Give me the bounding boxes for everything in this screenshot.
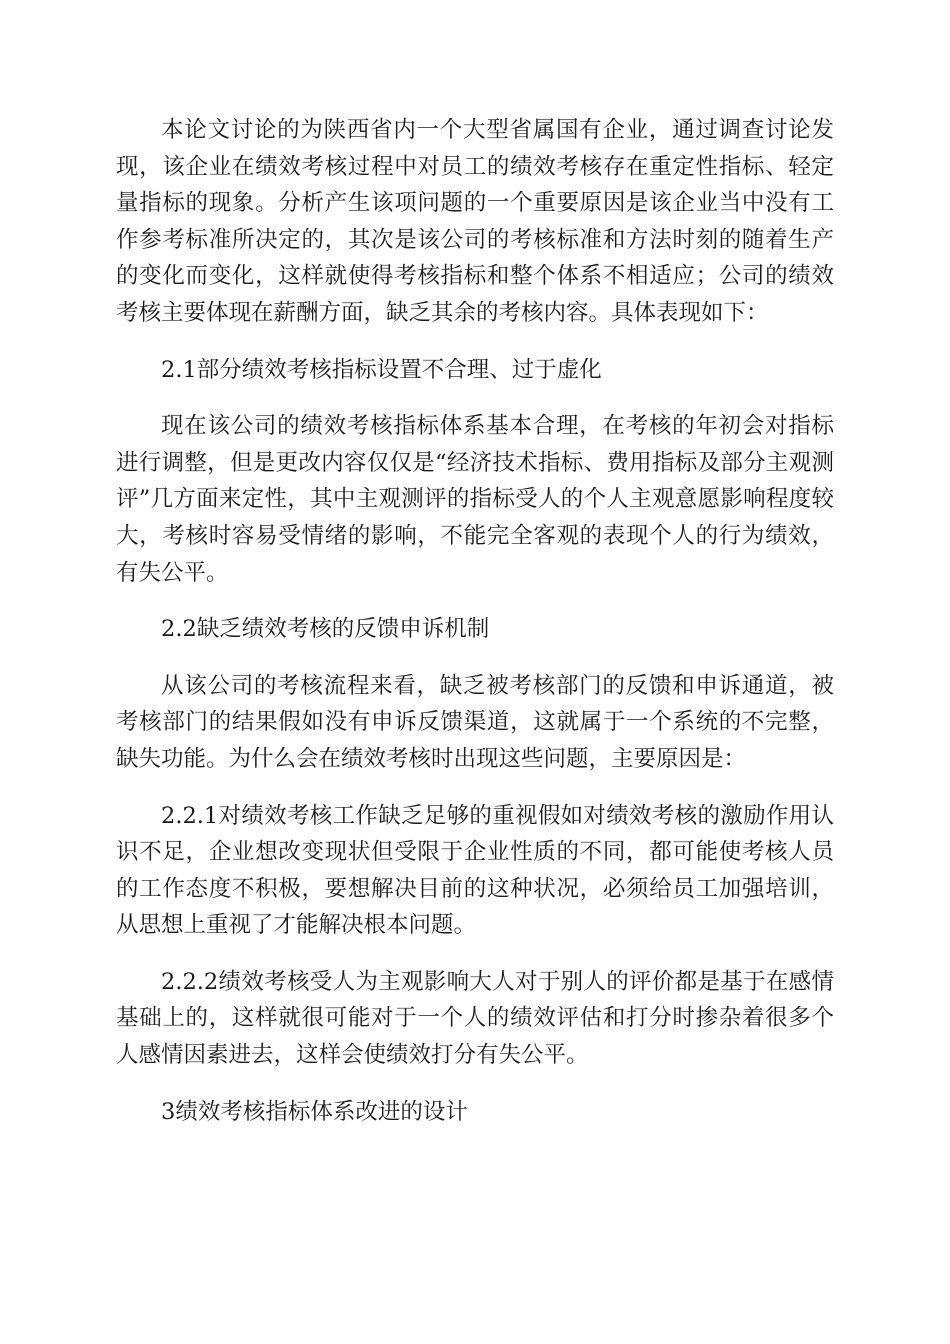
paragraph-2-2: 从该公司的考核流程来看，缺乏被考核部门的反馈和申诉通道，被考核部门的结果假如没有申诉反馈渠道，这就属于一个系统的不完整，缺失功能。为什么会在绩效考核时出现这些问题，主要原因是： <box>116 672 834 772</box>
section-heading-2-2: 2.2缺乏绩效考核的反馈申诉机制 <box>161 616 490 643</box>
document-body <box>116 112 834 1150</box>
paragraph-2-2-1: 2.2.1对绩效考核工作缺乏足够的重视假如对绩效考核的激励作用认识不足，企业想改变现状但受限于企业性质的不同，都可能使考核人员的工作态度不积极，要想解决目前的这种状况，必须给员工加强培训，从思想上重视了才能解决根本问题。 <box>116 802 834 939</box>
section-heading-2-1: 2.1部分绩效考核指标设置不合理、过于虚化 <box>161 356 602 383</box>
section-heading-3: 3绩效考核指标体系改进的设计 <box>161 1098 468 1125</box>
paragraph-2-1: 现在该公司的绩效考核指标体系基本合理，在考核的年初会对指标进行调整，但是更改内容仅仅是“经济技术指标、费用指标及部分主观测评”几方面来定性，其中主观测评的指标受人的个人主观意愿影响程度较大，考核时容易受情绪的影响，不能完全客观的表现个人的行为绩效，有失公平。 <box>116 413 834 586</box>
paragraph-intro: 本论文讨论的为陕西省内一个大型省属国有企业，通过调查讨论发现，该企业在绩效考核过程中对员工的绩效考核存在重定性指标、轻定量指标的现象。分析产生该项问题的一个重要原因是该企业当中没有工作参考标准所决定的，其次是该公司的考核标准和方法时刻的随着生产的变化而变化，这样就使得考核指标和整个体系不相适应；公司的绩效考核主要体现在薪酬方面，缺乏其余的考核内容。具体表现如下： <box>116 117 834 326</box>
paragraph-2-2-2: 2.2.2绩效考核受人为主观影响大人对于别人的评价都是基于在感情基础上的，这样就很可能对于一个人的绩效评估和打分时掺杂着很多个人感情因素进去，这样会使绩效打分有失公平。 <box>116 968 834 1069</box>
